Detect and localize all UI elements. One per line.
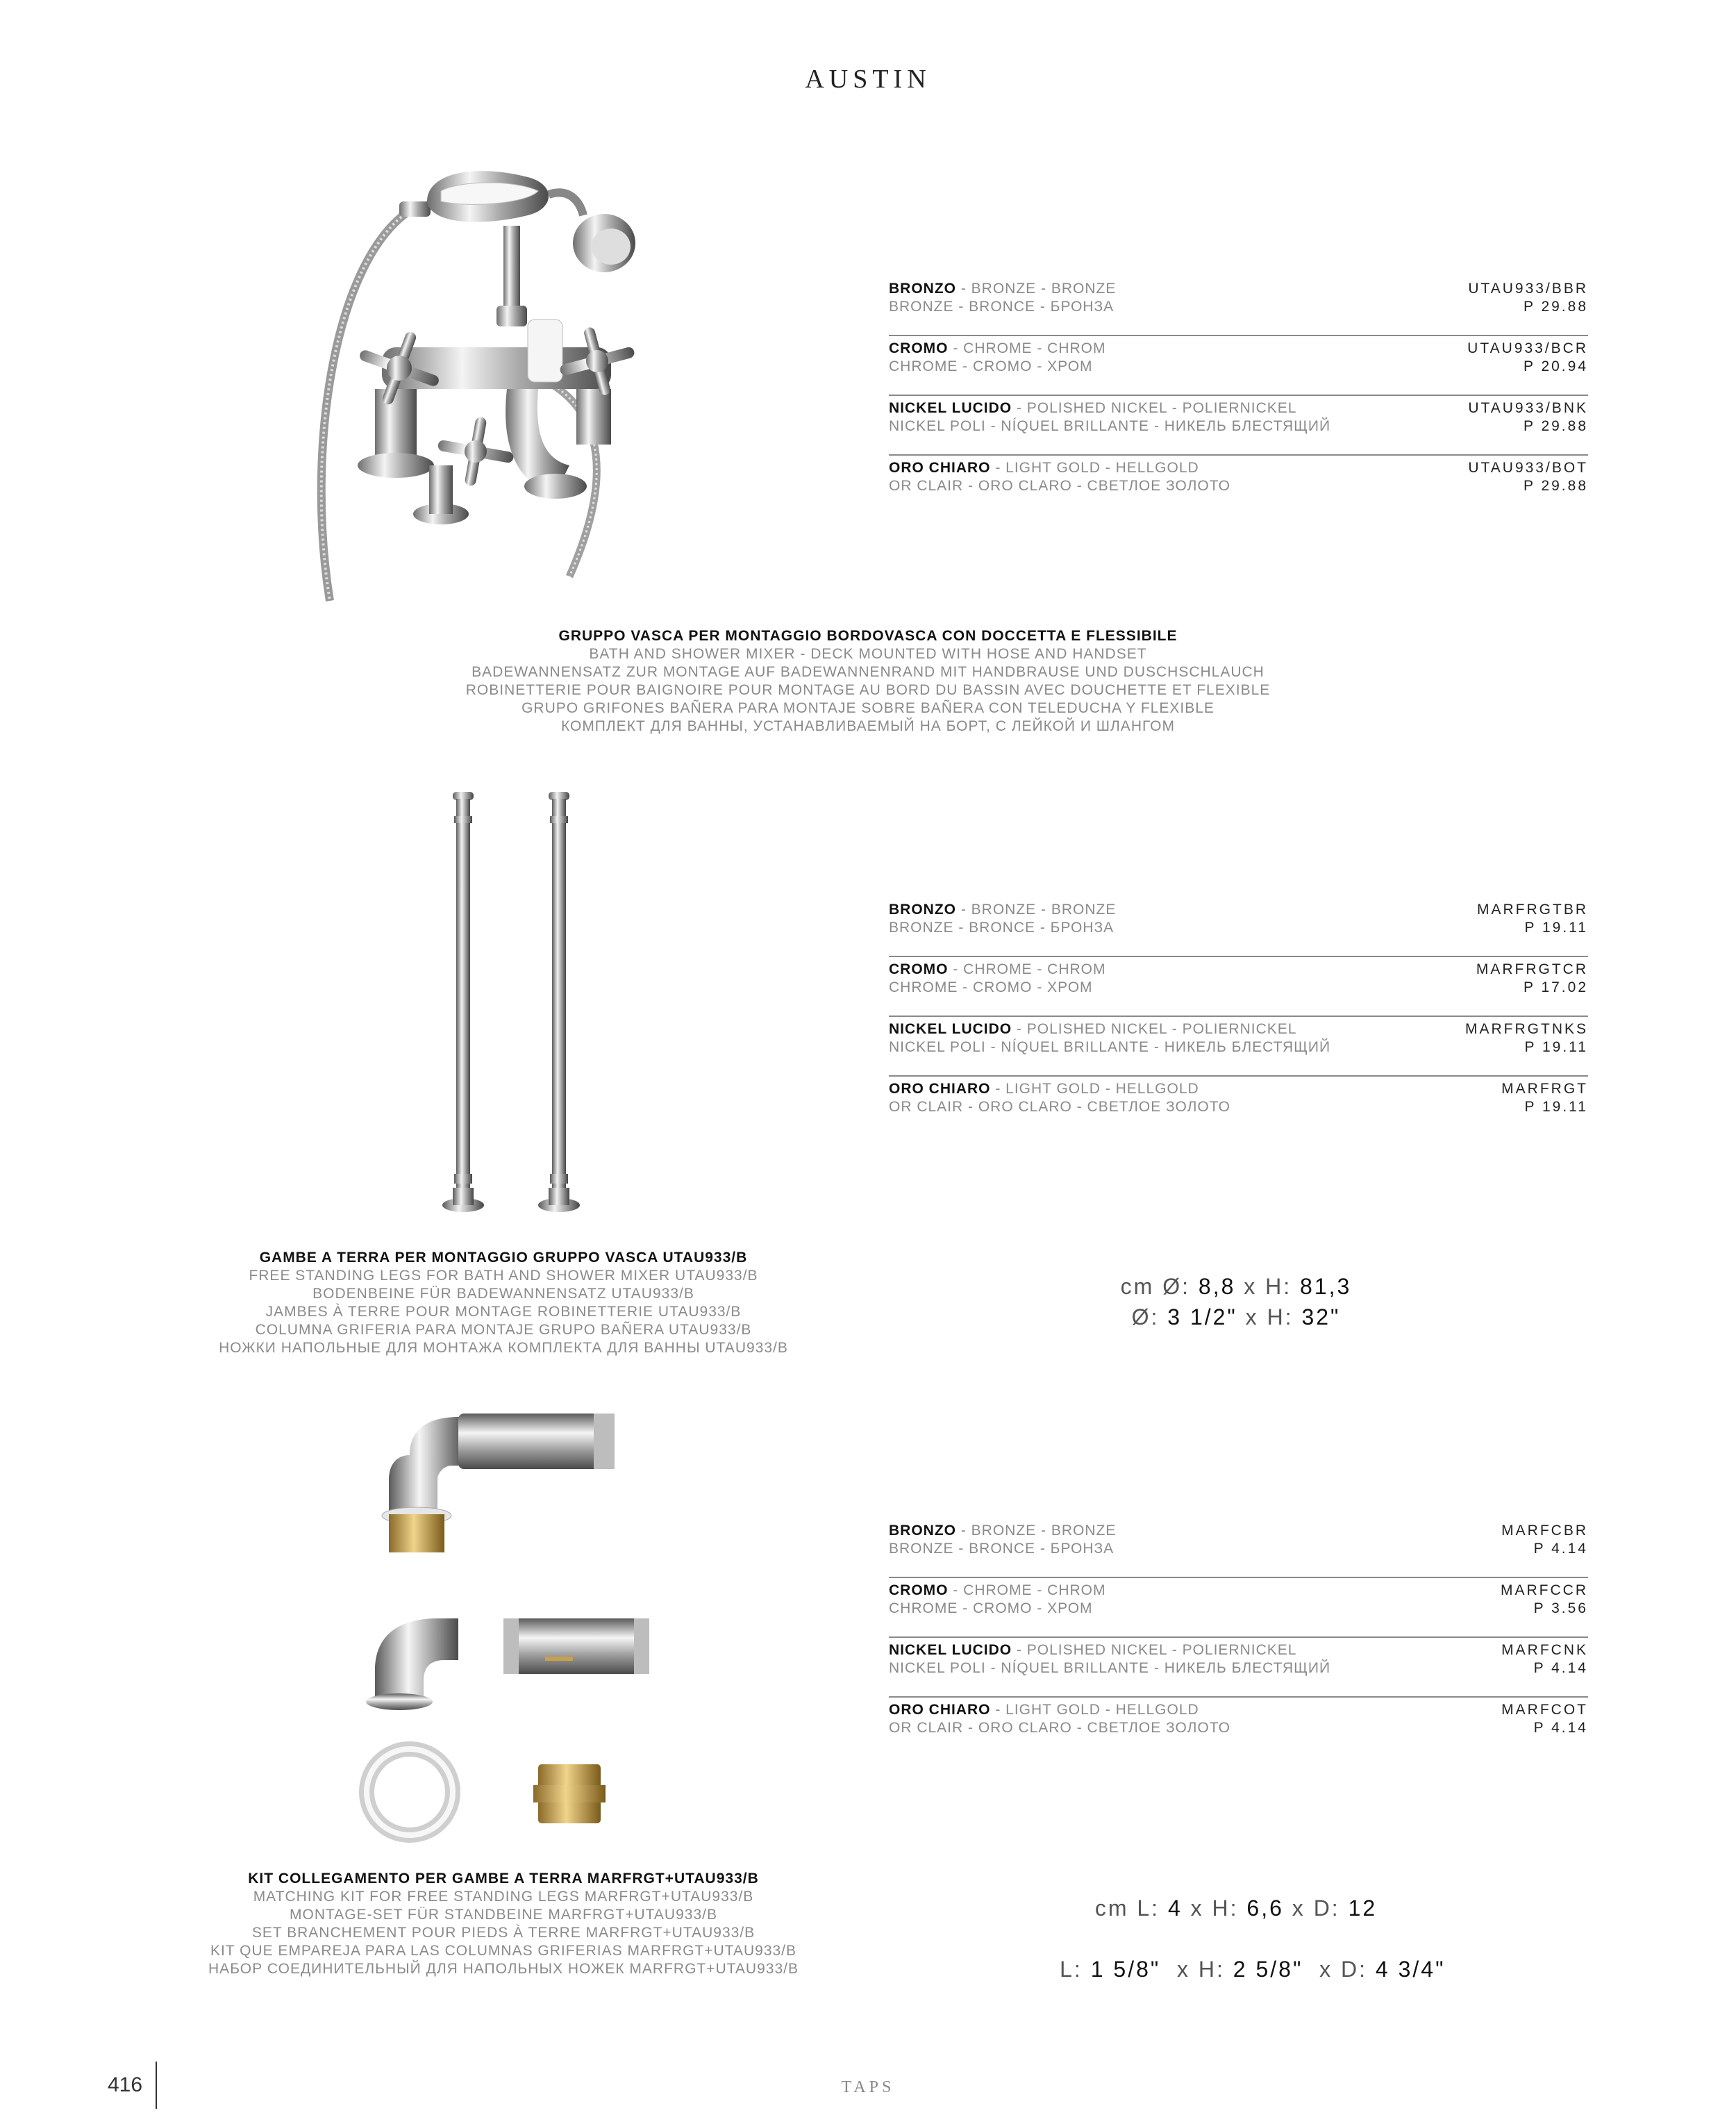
finish-name: CROMO — [889, 1582, 949, 1598]
product-code: MARFCOT — [1501, 1702, 1588, 1718]
product-code: UTAU933/BOT — [1468, 460, 1588, 476]
product-code: MARFCNK — [1501, 1642, 1588, 1658]
caption-connection-kit — [104, 1870, 903, 1978]
finish-name: ORO CHIARO — [889, 460, 991, 476]
dimensions-metric — [958, 1893, 1514, 1923]
finish-name: NICKEL LUCIDO — [889, 400, 1012, 416]
finish-translations: - CHROME - CHROM — [948, 961, 1106, 977]
caption-line: FREE STANDING LEGS FOR BATH AND SHOWER MIXER UTAU933/B — [249, 1268, 758, 1284]
caption-line: BATH AND SHOWER MIXER - DECK MOUNTED WITH HOSE AND HANDSET — [589, 646, 1147, 662]
finish-translations-2: CHROME - CROMO - ХРОМ — [889, 1600, 1093, 1616]
caption-standing-legs — [104, 1249, 903, 1357]
caption-bath-mixer — [347, 627, 1389, 736]
product-code: MARFCCR — [1501, 1582, 1588, 1598]
table-row — [889, 396, 1588, 456]
dim-label: L: — [1060, 1957, 1091, 1982]
table-row — [889, 957, 1588, 1017]
caption-line: ROBINETTERIE POUR BAIGNOIRE POUR MONTAGE AU BORD DU BASSIN AVEC DOUCHETTE ET FLEXIBLE — [465, 682, 1271, 698]
section-title: TAPS — [841, 2078, 895, 2096]
product-code: UTAU933/BBR — [1468, 281, 1588, 297]
finish-name: BRONZO — [889, 1523, 956, 1539]
finish-translations: - POLISHED NICKEL - POLIERNICKEL — [1012, 1642, 1297, 1658]
finish-name: CROMO — [889, 961, 949, 977]
product-code: MARFCBR — [1501, 1523, 1588, 1539]
dim-value: 12 — [1348, 1896, 1378, 1921]
dimensions-connection-kit — [958, 1893, 1514, 2015]
price: P 19.11 — [1524, 1099, 1588, 1115]
dim-value: 32" — [1301, 1304, 1341, 1329]
dim-value: 3 1/2" — [1167, 1304, 1237, 1329]
finish-translations: - BRONZE - BRONZE — [956, 1523, 1117, 1539]
table-row — [889, 1017, 1588, 1077]
finish-name: ORO CHIARO — [889, 1702, 991, 1718]
finish-translations: - LIGHT GOLD - HELLGOLD — [990, 1081, 1199, 1097]
finish-translations: - BRONZE - BRONZE — [956, 281, 1117, 297]
finish-name: NICKEL LUCIDO — [889, 1021, 1012, 1037]
caption-line: MONTAGE-SET FÜR STANDBEINE MARFRGT+UTAU933/B — [290, 1907, 717, 1923]
caption-line: COLUMNA GRIFERIA PARA MONTAJE GRUPO BAÑERA UTAU933/B — [255, 1322, 752, 1338]
finish-translations-2: CHROME - CROMO - ХРОМ — [889, 979, 1093, 995]
table-row — [889, 1518, 1588, 1578]
caption-line: GRUPO GRIFONES BAÑERA PARA MONTAJE SOBRE BAÑERA CON TELEDUCHA Y FLEXIBLE — [521, 700, 1215, 716]
finish-translations-2: OR CLAIR - ORO CLARO - СВЕТЛОЕ ЗОЛОТО — [889, 1099, 1230, 1115]
caption-line: НОЖКИ НАПОЛЬНЫЕ ДЛЯ МОНТАЖА КОМПЛЕКТА ДЛЯ ВАННЫ UTAU933/B — [219, 1340, 788, 1356]
price: P 17.02 — [1523, 979, 1588, 995]
dim-value: 6,6 — [1246, 1896, 1284, 1921]
dim-label: cm L: — [1094, 1896, 1168, 1921]
product-code: MARFRGT — [1501, 1081, 1588, 1097]
finish-translations: - LIGHT GOLD - HELLGOLD — [990, 460, 1199, 476]
finish-name: NICKEL LUCIDO — [889, 1642, 1012, 1658]
dim-value: 8,8 — [1198, 1274, 1236, 1299]
finish-translations-2: CHROME - CROMO - ХРОМ — [889, 358, 1093, 374]
table-row — [889, 1698, 1588, 1756]
dim-value: 1 5/8" — [1090, 1957, 1161, 1982]
finish-translations: - LIGHT GOLD - HELLGOLD — [990, 1702, 1199, 1718]
caption-line: JAMBES À TERRE POUR MONTAGE ROBINETTERIE UTAU933/B — [265, 1304, 742, 1320]
price: P 29.88 — [1523, 299, 1588, 315]
price: P 4.14 — [1533, 1541, 1588, 1557]
price: P 29.88 — [1523, 478, 1588, 494]
caption-line: SET BRANCHEMENT POUR PIEDS À TERRE MARFRGT+UTAU933/B — [251, 1925, 756, 1941]
price: P 4.14 — [1533, 1660, 1588, 1676]
finish-translations-2: NICKEL POLI - NÍQUEL BRILLANTE - НИКЕЛЬ БЛЕСТЯЩИЙ — [889, 1039, 1331, 1055]
finish-translations-2: OR CLAIR - ORO CLARO - СВЕТЛОЕ ЗОЛОТО — [889, 1720, 1230, 1736]
finish-name: ORO CHIARO — [889, 1081, 991, 1097]
dim-label: x H: — [1237, 1304, 1302, 1329]
caption-line: BADEWANNENSATZ ZUR MONTAGE AUF BADEWANNENRAND MIT HANDBRAUSE UND DUSCHSCHLAUCH — [471, 664, 1265, 680]
page-title: AUSTIN — [805, 65, 931, 94]
product-code: MARFRGTNKS — [1465, 1021, 1588, 1037]
caption-line: BODENBEINE FÜR BADEWANNENSATZ UTAU933/B — [312, 1286, 694, 1302]
product-image-bath-mixer — [264, 160, 708, 604]
table-row — [889, 276, 1588, 336]
table-row — [889, 1638, 1588, 1698]
product-image-connection-kit — [347, 1396, 667, 1844]
spec-table-connection-kit — [889, 1518, 1588, 1756]
dimensions-metric — [958, 1271, 1514, 1302]
price: P 19.11 — [1524, 1039, 1588, 1055]
finish-translations: - POLISHED NICKEL - POLIERNICKEL — [1012, 1021, 1297, 1037]
product-image-standing-legs — [417, 788, 597, 1216]
dimensions-imperial — [958, 1302, 1514, 1332]
product-code: MARFRGTBR — [1477, 902, 1588, 918]
finish-name: BRONZO — [889, 902, 956, 918]
finish-translations-2: NICKEL POLI - NÍQUEL BRILLANTE - НИКЕЛЬ БЛЕСТЯЩИЙ — [889, 1660, 1331, 1676]
table-row — [889, 336, 1588, 396]
page-number: 416 — [108, 2073, 143, 2096]
finish-translations-2: NICKEL POLI - NÍQUEL BRILLANTE - НИКЕЛЬ БЛЕСТЯЩИЙ — [889, 418, 1331, 434]
finish-name: BRONZO — [889, 281, 956, 297]
spec-table-standing-legs — [889, 897, 1588, 1135]
price: P 4.14 — [1533, 1720, 1588, 1736]
dim-value: 81,3 — [1300, 1274, 1352, 1299]
caption-heading: KIT COLLEGAMENTO PER GAMBE A TERRA MARFRGT+UTAU933/B — [248, 1871, 759, 1887]
caption-line: КОМПЛЕКТ ДЛЯ ВАННЫ, УСТАНАВЛИВАЕМЫЙ НА БОРТ, С ЛЕЙКОЙ И ШЛАНГОМ — [560, 718, 1176, 734]
dim-value: 4 3/4" — [1375, 1957, 1446, 1982]
finish-translations-2: BRONZE - BRONCE - БРОНЗА — [889, 920, 1115, 936]
caption-line: KIT QUE EMPAREJA PARA LAS COLUMNAS GRIFERIAS MARFRGT+UTAU933/B — [210, 1943, 797, 1959]
finish-translations-2: BRONZE - BRONCE - БРОНЗА — [889, 299, 1115, 315]
finish-translations: - POLISHED NICKEL - POLIERNICKEL — [1012, 400, 1297, 416]
price: P 20.94 — [1523, 358, 1588, 374]
caption-heading: GAMBE A TERRA PER MONTAGGIO GRUPPO VASCA UTAU933/B — [259, 1250, 748, 1266]
dim-label: x D: — [1283, 1896, 1349, 1921]
dim-value: 2 5/8" — [1233, 1957, 1303, 1982]
price: P 19.11 — [1524, 920, 1588, 936]
finish-translations: - CHROME - CHROM — [948, 340, 1106, 356]
caption-line: НАБОР СОЕДИНИТЕЛЬНЫЙ ДЛЯ НАПОЛЬНЫХ НОЖЕК MARFRGT+UTAU933/B — [208, 1961, 799, 1977]
finish-translations-2: BRONZE - BRONCE - БРОНЗА — [889, 1541, 1115, 1557]
price: P 29.88 — [1523, 418, 1588, 434]
dim-label: x H: — [1160, 1957, 1233, 1982]
table-row — [889, 1578, 1588, 1638]
dim-label: cm Ø: — [1120, 1274, 1199, 1299]
dimensions-imperial — [958, 1923, 1514, 2015]
dimensions-standing-legs — [958, 1271, 1514, 1332]
dim-value: 4 — [1167, 1896, 1183, 1921]
product-code: MARFRGTCR — [1476, 961, 1588, 977]
product-code: UTAU933/BCR — [1467, 340, 1588, 356]
price: P 3.56 — [1533, 1600, 1588, 1616]
table-row — [889, 1077, 1588, 1135]
table-row — [889, 897, 1588, 957]
finish-translations-2: OR CLAIR - ORO CLARO - СВЕТЛОЕ ЗОЛОТО — [889, 478, 1230, 494]
caption-heading: GRUPPO VASCA PER MONTAGGIO BORDOVASCA CON DOCCETTA E FLESSIBILE — [558, 628, 1178, 644]
dim-label: x H: — [1235, 1274, 1301, 1299]
spec-table-bath-mixer — [889, 276, 1588, 514]
dim-label: Ø: — [1131, 1304, 1168, 1329]
table-row — [889, 456, 1588, 514]
dim-label: x D: — [1303, 1957, 1376, 1982]
finish-translations: - CHROME - CHROM — [948, 1582, 1106, 1598]
dim-label: x H: — [1182, 1896, 1247, 1921]
finish-translations: - BRONZE - BRONZE — [956, 902, 1117, 918]
finish-name: CROMO — [889, 340, 949, 356]
caption-line: MATCHING KIT FOR FREE STANDING LEGS MARFRGT+UTAU933/B — [253, 1889, 754, 1905]
product-code: UTAU933/BNK — [1468, 400, 1588, 416]
